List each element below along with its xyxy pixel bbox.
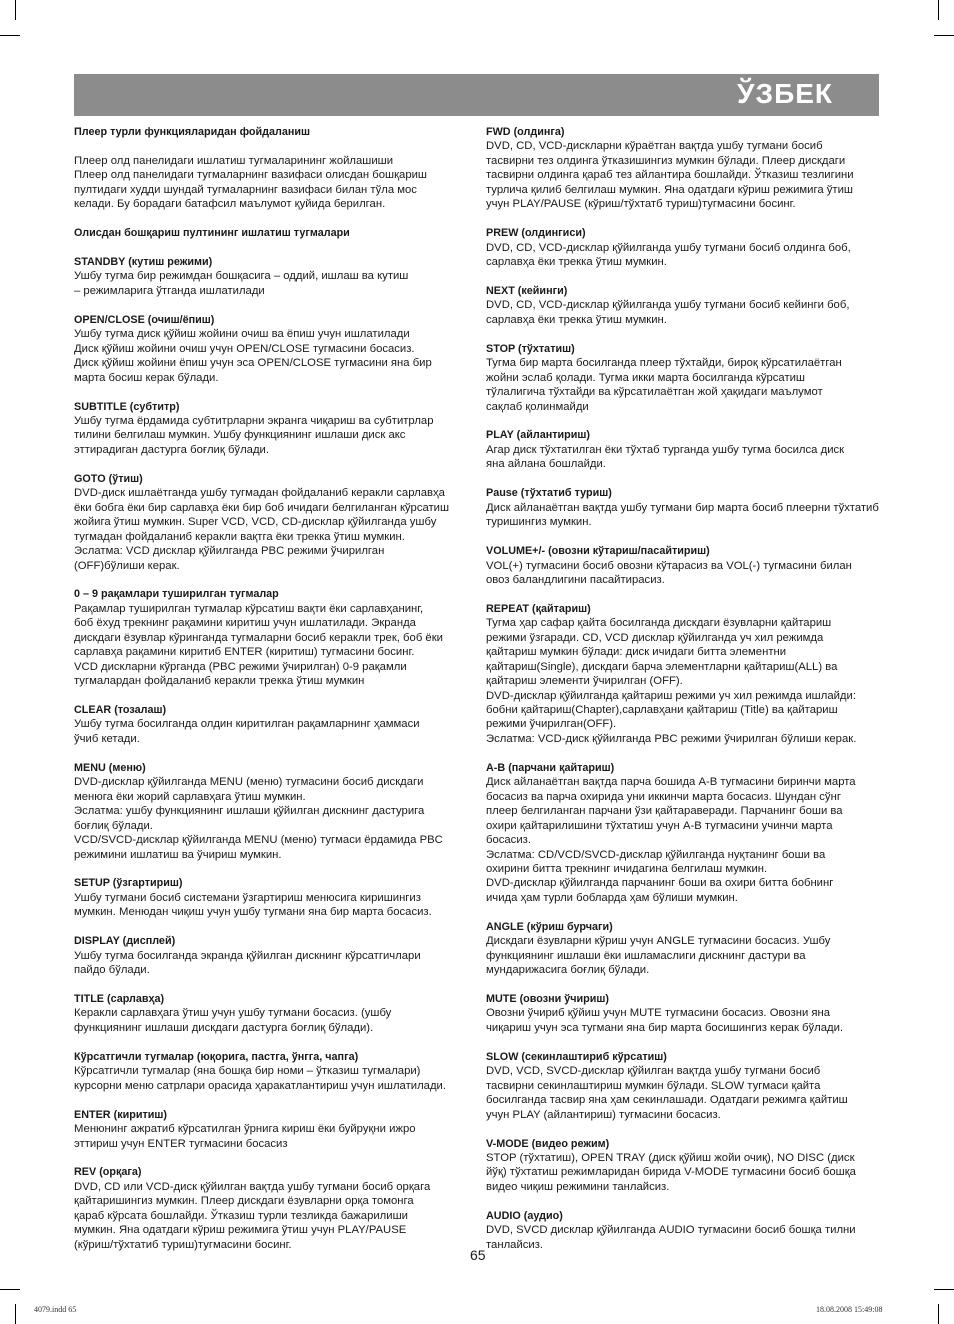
section-heading: REPEAT (қайтариш) bbox=[486, 602, 591, 615]
section bbox=[74, 154, 474, 212]
section-body: DVD, CD, VCD-дискларни кўраётган вақтда ушбу тугмани босиб тасвирни тез олдинга ўтказишингиз мумкин бўлади. Плеер дискдаги тасвирни олдинга қараб тез айлантира бошлайди. Ўтказиш тезлигини турлича қилиб белгилаш мумкин. Яна одатдаги кўриш режимига ўтиш учун PLAY/PAUSE (кўриш/тўхтатб туриш)тугмасини босинг. bbox=[486, 140, 854, 211]
section-body: DVD, SVCD дисклар қўйилганда AUDIO тугмасини босиб бошқа тилни танлайсиз. bbox=[486, 1224, 856, 1251]
section bbox=[74, 1165, 474, 1252]
section bbox=[74, 761, 474, 862]
section-heading: CLEAR (тозалаш) bbox=[74, 704, 167, 716]
section-heading: DISPLAY (дисплей) bbox=[74, 935, 176, 948]
section-body: Ушбу тугма диск қўйиш жойини очиш ва ёпиш учун ишлатилади Диск қўйиш жойини очиш учун OPEN/CLOSE тугмасини босасиз. Диск қўйиш жойини ёпиш учун эса OPEN/CLOSE тугмасини яна бир марта босиш керак бўлади. bbox=[74, 328, 432, 384]
section-body: Агар диск тўхтатилган ёки тўхтаб турганда ушбу тугма босилса диск яна айлана бошлайди. bbox=[486, 443, 845, 471]
section-body: DVD, CD или VCD-диск қўйилган вақтда ушбу тугмани босиб орқага қайтаришингиз мумкин. Плеер дискдаги ёзувларни орқа томонга қараб кўрсата бошлайди. Ўтказиш турли тезликда бажарилиши мумкин. Яна одатдаги кўриш режимига ўтиш учун PLAY/PAUSE (кўриш/тўхтатиб туриш)тугмасини босинг. bbox=[74, 1180, 431, 1251]
section bbox=[74, 992, 474, 1035]
section bbox=[486, 428, 886, 471]
section-body: Керакли сарлавҳага ўтиш учун ушбу тугмани босасиз. (ушбу функциянинг ишлаши дискдаги дастурга боғлиқ бўлади). bbox=[74, 1007, 392, 1034]
section-body: Ушбу тугма босилганда олдин киритилган рақамларнинг ҳаммаси ўчиб кетади. bbox=[74, 718, 420, 745]
section-body: VOL(+) тугмасини босиб овозни кўтарасиз ва VOL(-) тугмасини билан овоз баландлигини пасайтирасиз. bbox=[486, 559, 852, 586]
section-body: DVD-дисклар қўйилганда MENU (меню) тугмасини босиб дискдаги менюга ёки жорий сарлавҳага ўтиш мумкин. Эслатма: ушбу функциянинг ишлаши қўйилган дискнинг дастурига боғлиқ бўлади. VCD/SVCD-дисклар қўйилганда MENU (меню) тугмаси ёрдамида PBC режимини ишлатиш ва ўчириш мумкин. bbox=[74, 776, 443, 861]
section-heading: OPEN/CLOSE (очиш/ёпиш) bbox=[74, 313, 215, 326]
section bbox=[486, 284, 886, 327]
section-heading: PLAY (айлантириш) bbox=[486, 429, 590, 442]
section bbox=[486, 486, 886, 529]
section bbox=[486, 761, 886, 906]
section-body: Ушбу тугма ёрдамида субтитрларни экранга чиқариш ва субтитрлар тилини белгилаш мумкин. Ушбу функциянинг ишлаши диск акс эттирадиган дастурга боғлиқ бўлади. bbox=[74, 414, 434, 456]
section-body: DVD, CD, VCD-дисклар қўйилганда ушбу тугмани босиб олдинга боб, сарлавҳа ёки трекка ўтиш мумкин. bbox=[486, 241, 851, 269]
section-heading: PREW (олдингиси) bbox=[486, 227, 586, 240]
section-body: Ушбу тугмани босиб системани ўзгартириш менюсига киришингиз мумкин. Менюдан чиқиш учун ушбу тугмани яна бир марта босасиз. bbox=[74, 891, 432, 919]
section-body: Менюнинг ажратиб кўрсатилган ўрнига кириш ёки буйруқни ижро эттириш учун ENTER тугмасини босасиз bbox=[74, 1123, 416, 1150]
section bbox=[486, 920, 886, 978]
section bbox=[74, 313, 474, 385]
section-body: Рақамлар туширилган тугмалар кўрсатиш вақти ёки сарлавҳанинг, боб ёхуд трекнинг рақамини киритиш учун ишлатилади. Экранда дискдаги ёзувлар кўринганда тугмаларни босиб керакли трек, боб ёки сарлавҳа рақамини киритиб ENTER (киритиш) тугмасини босинг. VCD дискларни кўрганда (PBC режими ўчирилган) 0-9 рақамли тугмалардан фойдаланиб керакли трекка ўтиш мумкин bbox=[74, 602, 443, 688]
section-body: Ушбу тугма босилганда экранда қўйилган дискнинг кўрсатгичлари пайдо бўлади. bbox=[74, 949, 421, 977]
section bbox=[74, 226, 474, 240]
section-body: STOP (тўхтатиш), OPEN TRAY (диск қўйиш жойи очиқ), NO DISC (диск йўқ) тўхтатиш режимларидан бирида V-MODE тугмасини босиб бошқа видео чиқиш режимини танлайсиз. bbox=[486, 1151, 856, 1193]
section-heading: MUTE (овозни ўчириш) bbox=[486, 993, 609, 1006]
section bbox=[74, 703, 474, 746]
section bbox=[486, 1209, 886, 1252]
section-body: Диск айланаётган вақтда ушбу тугмани бир марта босиб плеерни тўхтатиб туришингиз мумкин. bbox=[486, 501, 879, 529]
section bbox=[486, 544, 886, 587]
section-body: Кўрсатгичли тугмалар (яна бошқа бир номи – ўтказиш тугмалари) курсорни меню сатрлари орасида ҳаракатлантириш учун ишлатилади. bbox=[74, 1065, 446, 1092]
section bbox=[74, 876, 474, 919]
section bbox=[74, 255, 474, 298]
section-body: Диск айланаётган вақтда парча бошида A-B тугмасини биринчи марта босасиз ва парча охирида уни иккинчи марта босасиз. Шундан сўнг плеер белгиланган парчани ўзи қайтараверади. Парчанинг боши ва охири қайтарилишини тўхтатиш учун A-B тугмасини учинчи марта босасиз. Эслатма: CD/VCD/SVCD-дисклар қўйилганда нуқтанинг боши ва охирини битта трекнинг ичидагина белгилаш мумкин. DVD-дисклар қўйилганда парчанинг боши ва охири битта бобнинг ичида ҳам турли бобларда ҳам бўлиши мумкин. bbox=[486, 776, 856, 904]
crop-mark bbox=[934, 1289, 954, 1290]
section-heading: V-MODE (видео режим) bbox=[486, 1137, 610, 1150]
section-heading: A-B (парчани қайтариш) bbox=[486, 761, 615, 774]
section-heading: STOP (тўхтатиш) bbox=[486, 342, 575, 355]
section-body: DVD, CD, VCD-дисклар қўйилганда ушбу тугмани босиб кейинги боб, сарлавҳа ёки трекка ўтиш мумкин. bbox=[486, 299, 850, 326]
section-body: DVD, VCD, SVCD-дисклар қўйилган вақтда ушбу тугмани босиб тасвирни секинлаштириш мумкин бўлади. SLOW тугмаси қайта босилганда тасвир яна ҳам секинлашади. Одатдаги режимга қайтиш учун PLAY (айлантириш) тугмасини босасиз. bbox=[486, 1065, 848, 1121]
section bbox=[486, 226, 886, 269]
section bbox=[74, 587, 474, 688]
section bbox=[486, 342, 886, 414]
section bbox=[74, 934, 474, 977]
section-heading: ENTER (киритиш) bbox=[74, 1108, 167, 1121]
right-column bbox=[486, 125, 886, 1267]
crop-mark bbox=[0, 1289, 20, 1290]
section-heading: REV (орқага) bbox=[74, 1166, 142, 1179]
section-heading: ANGLE (кўриш бурчаги) bbox=[486, 920, 613, 933]
section-heading: FWD (олдинга) bbox=[486, 126, 565, 138]
section bbox=[74, 400, 474, 458]
section-heading: TITLE (сарлавҳа) bbox=[74, 993, 165, 1005]
section-heading: SLOW (секинлаштириб кўрсатиш) bbox=[486, 1050, 667, 1063]
language-header-bar bbox=[74, 74, 879, 116]
section-heading: Кўрсатгичли тугмалар (юқорига, пастга, ўнгга, чапга) bbox=[74, 1050, 359, 1063]
left-column bbox=[74, 125, 474, 1267]
crop-mark bbox=[0, 35, 20, 36]
section-heading: SUBTITLE (субтитр) bbox=[74, 400, 180, 413]
section-body: Плеер олд панелидаги ишлатиш тугмаларининг жойлашиши Плеер олд панелидаги тугмаларнинг вазифаси олисдан бошқариш пултидаги худди шундай тугмаларнинг вазифаси билан тўла мос келади. Бу борадаги батафсил маълумот қуйида берилган. bbox=[74, 154, 427, 211]
section-heading: Плеер турли функцияларидан фойдаланиш bbox=[74, 126, 311, 138]
section bbox=[486, 125, 886, 212]
section bbox=[74, 1050, 474, 1093]
crop-mark bbox=[15, 0, 16, 20]
section bbox=[486, 602, 886, 747]
section bbox=[74, 125, 474, 139]
section-heading: STANDBY (кутиш режими) bbox=[74, 256, 213, 269]
section bbox=[486, 992, 886, 1035]
crop-mark bbox=[15, 1304, 16, 1324]
footer-file-info: 4079.indd 65 bbox=[34, 1305, 77, 1314]
section-heading: GOTO (ўтиш) bbox=[74, 472, 143, 485]
page-number: 65 bbox=[470, 1247, 486, 1263]
crop-mark bbox=[938, 0, 939, 20]
section-body: Овозни ўчириб қўйиш учун MUTE тугмасини босасиз. Овозни яна чиқариш учун эса тугмани яна бир марта босишингиз керак бўлади. bbox=[486, 1007, 844, 1034]
section-heading: SETUP (ўзгартириш) bbox=[74, 877, 183, 890]
section-heading: AUDIO (аудио) bbox=[486, 1209, 563, 1222]
section-body: Тугма бир марта босилганда плеер тўхтайди, бироқ кўрсатилаётган жойни эслаб қолади. Тугма икки марта босилганда кўрсатиш тўлалигича тўхтайди ва кўрсатилаётган жой ҳақидаги маълумот сақлаб қолинмайди bbox=[486, 357, 842, 413]
section-heading: NEXT (кейинги) bbox=[486, 284, 568, 297]
section-body: Ушбу тугма бир режимдан бошқасига – оддий, ишлаш ва кутиш – режимларига ўтганда ишлатилади bbox=[74, 270, 409, 297]
section-body: Тугма ҳар сафар қайта босилганда дискдаги ёзувларни қайтариш режими ўзгаради. CD, VCD дисклар қўйилганда уч хил режимда қайтариш мумкин бўлади: диск ичидаги битта элементни қайтариш(Single), дискдаги барча элементларни қайтариш(ALL) ва қайтариш элементи ўчирилган (OFF). DVD-дисклар қўйилганда қайтариш режими уч хил режимда ишлайди: бобни қайтариш(Chapter),сарлавҳани қайтариш (Title) ва қайтариш режими ўчирилган(OFF). Эслатма: VCD-диск қўйилганда PBC режими ўчирилган бўлиши керак. bbox=[486, 617, 857, 745]
section-heading: 0 – 9 рақамлари туширилган тугмалар bbox=[74, 588, 279, 601]
section bbox=[486, 1050, 886, 1122]
section-heading: MENU (меню) bbox=[74, 761, 146, 774]
section-heading: Олисдан бошқариш пултининг ишлатиш тугмалари bbox=[74, 227, 350, 240]
footer-timestamp: 18.08.2008 15:49:08 bbox=[816, 1305, 883, 1314]
language-title: ЎЗБЕК bbox=[737, 78, 833, 109]
section-body: DVD-диск ишлаётганда ушбу тугмадан фойдаланиб керакли сарлавҳа ёки бобга ёки бир сарлавҳа ёки бир боб ичидаги белгиланган кўрсатиш жойига ўтиш мумкин. Super VCD, VCD, CD-дисклар қўйилганда ушбу тугмадан фойдаланиб керакли вақтга ёки трекка ўтиш мумкин. Эслатма: VCD дисклар қўйилганда PBC режими ўчирилган (OFF)бўлиши керак. bbox=[74, 487, 450, 572]
section bbox=[74, 1108, 474, 1151]
crop-mark bbox=[934, 35, 954, 36]
section-heading: Pause (тўхтатиб туриш) bbox=[486, 487, 612, 500]
section-heading: VOLUME+/- (овозни кўтариш/пасайтириш) bbox=[486, 545, 710, 558]
section-body: Дискдаги ёзувларни кўриш учун ANGLE тугмасини босасиз. Ушбу функциянинг ишлаши ёки ишламаслиги дискнинг дастури ва мундарижасига боғлиқ бўлади. bbox=[486, 935, 831, 977]
section bbox=[74, 472, 474, 573]
section bbox=[486, 1137, 886, 1195]
crop-mark bbox=[938, 1304, 939, 1324]
